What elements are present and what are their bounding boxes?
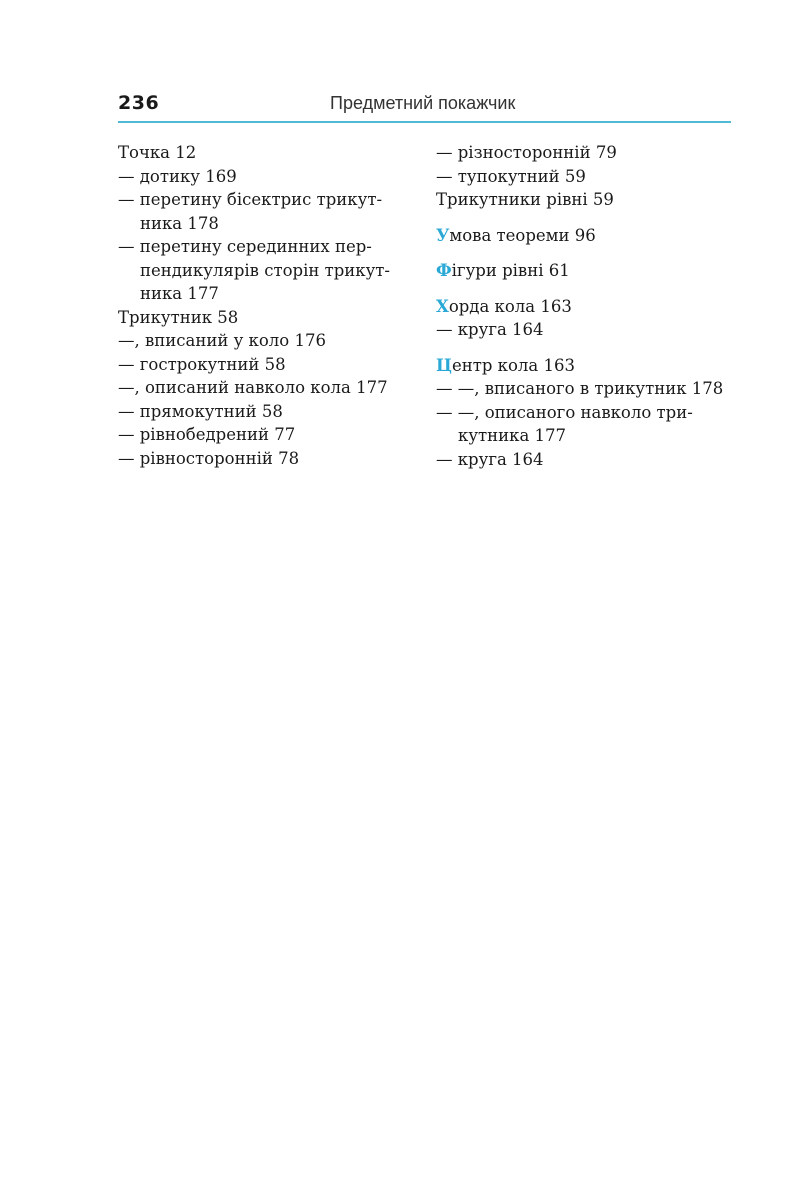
index-entry-text: — перетину серединних пер- [118, 237, 372, 256]
index-entry [436, 354, 736, 378]
page-number: 236 [118, 92, 160, 114]
index-entry [118, 353, 418, 377]
index-entry [118, 306, 418, 330]
index-entry [118, 447, 418, 471]
index-column-right [436, 141, 736, 471]
index-entry [436, 401, 736, 425]
header-rule [118, 121, 731, 123]
index-entry [118, 212, 418, 236]
index-entry-text: —, описаний навколо кола 177 [118, 378, 388, 397]
index-entry [118, 259, 418, 283]
index-entry [118, 400, 418, 424]
index-entry [118, 423, 418, 447]
index-entry-text: Точка 12 [118, 143, 197, 162]
index-entry [436, 295, 736, 319]
index-entry-text: — прямокутний 58 [118, 401, 283, 421]
section-letter: Х [436, 296, 449, 316]
index-entry-text: — рівносторонній 78 [118, 448, 300, 468]
index-entry-text: пендикулярів сторін трикут- [140, 260, 390, 280]
index-entry-text: — —, вписаного в трикутник 178 [436, 379, 724, 398]
index-entry [436, 188, 736, 212]
index-entry-text: ника 177 [140, 284, 219, 303]
index-entry-text: ігури рівні 61 [451, 261, 570, 280]
index-entry [118, 329, 418, 353]
index-entry-text: —, вписаний у коло 176 [118, 331, 326, 350]
section-letter: У [436, 225, 450, 245]
index-entry [118, 188, 418, 212]
index-entry [118, 282, 418, 306]
index-entry [436, 448, 736, 472]
index-entry-text: — круга 164 [436, 320, 544, 339]
index-entry-text: — рівнобедрений 77 [118, 425, 296, 444]
index-entry-text: — різносторонній 79 [436, 143, 617, 162]
running-title: Предметний покажчик [330, 93, 516, 113]
index-entry [436, 165, 736, 189]
index-entry [436, 259, 736, 283]
index-entry-text: Трикутник 58 [118, 307, 239, 327]
index-entry-text: — круга 164 [436, 449, 544, 469]
index-entry [118, 376, 418, 400]
index-entry-text: Трикутники рівні 59 [436, 190, 614, 209]
index-entry [118, 165, 418, 189]
index-entry-text: — перетину бісектрис трикут- [118, 190, 383, 209]
index-entry-text: — тупокутний 59 [436, 166, 586, 186]
index-entry-text: кутника 177 [458, 426, 567, 445]
section-letter: Ф [436, 261, 452, 280]
index-entry [436, 141, 736, 165]
index-entry [118, 235, 418, 259]
index-entry [436, 318, 736, 342]
index-entry-text: ника 178 [140, 213, 219, 233]
index-entry-text: мова теореми 96 [449, 225, 596, 245]
index-entry-text: орда кола 163 [448, 296, 572, 316]
index-entry [436, 424, 736, 448]
index-entry-text: ентр кола 163 [451, 355, 575, 375]
index-entry-text: — дотику 169 [118, 166, 237, 186]
index-entry-text: — —, описаного навколо три- [436, 402, 693, 422]
index-entry [436, 224, 736, 248]
index-entry [436, 377, 736, 401]
section-letter: Ц [436, 355, 452, 375]
index-entry [118, 141, 418, 165]
index-column-left [118, 141, 418, 470]
index-entry-text: — гострокутний 58 [118, 354, 286, 374]
